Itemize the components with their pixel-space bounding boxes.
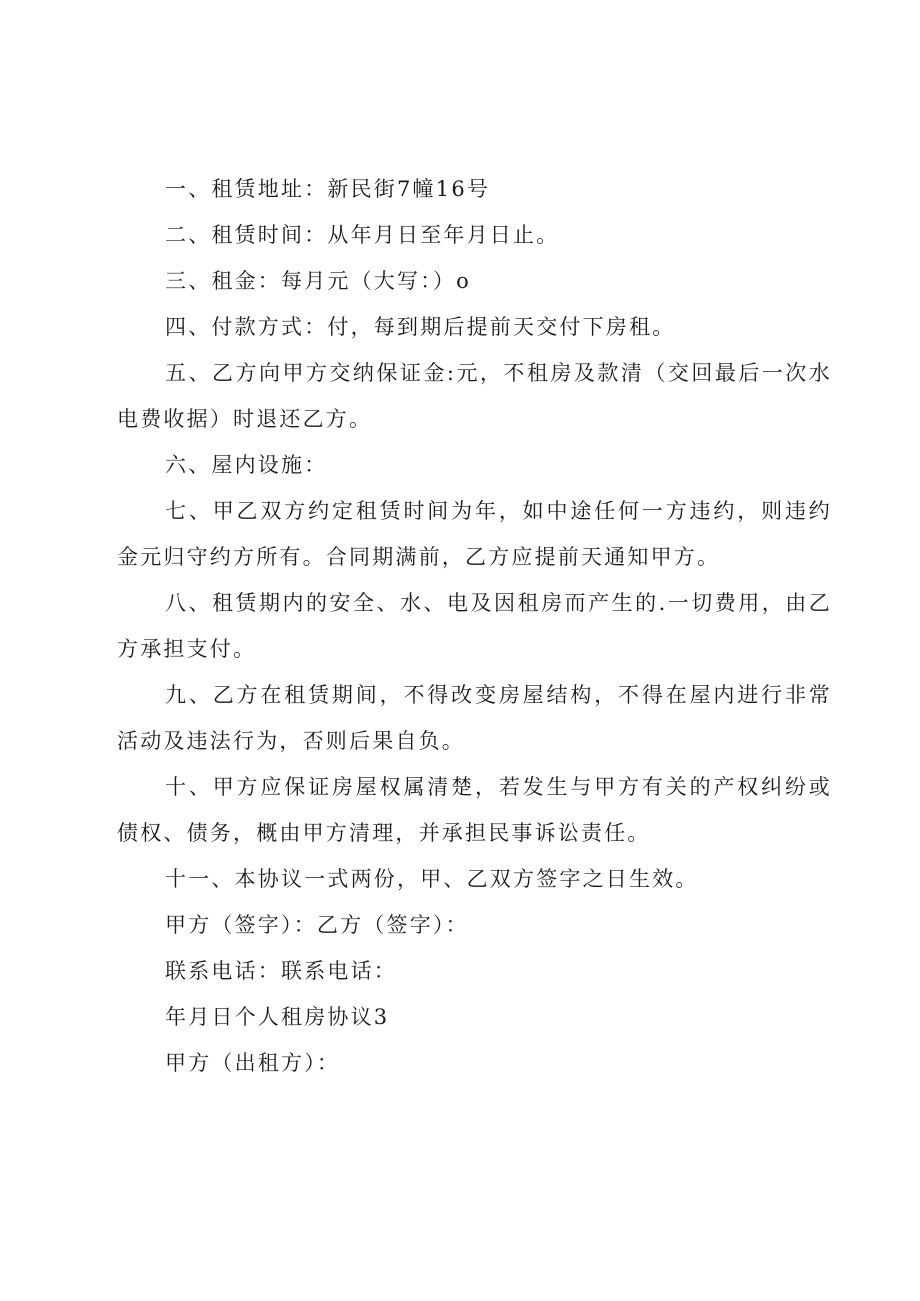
clause-deposit: 五、乙方向甲方交纳保证金:元，不租房及款清（交回最后一次水电费收据）时退还乙方。 xyxy=(117,361,832,431)
clause-effect: 十一、本协议一式两份，甲、乙双方签字之日生效。 xyxy=(165,867,699,891)
clause-payment-method: 四、付款方式：付，每到期后提前天交付下房租。 xyxy=(165,315,676,339)
document-body xyxy=(117,166,832,1086)
clause-ownership: 十、甲方应保证房屋权属清楚，若发生与甲方有关的产权纠纷或债权、债务，概由甲方清理，并承担民事诉讼责任。 xyxy=(117,775,832,845)
signature-line: 甲方（签字）：乙方（签字）： xyxy=(165,913,469,937)
clause-rental-period: 二、租赁时间：从年月日至年月日止。 xyxy=(165,223,560,247)
clause-rental-address: 一、租赁地址：新民街7幢16号 xyxy=(165,177,491,201)
phone-line: 联系电话：联系电话： xyxy=(165,959,397,983)
date-title-line: 年月日个人租房协议3 xyxy=(165,1005,390,1029)
clause-expenses: 八、租赁期内的安全、水、电及因租房而产生的.一切费用，由乙方承担支付。 xyxy=(117,591,832,661)
clause-rent: 三、租金：每月元（大写：）o xyxy=(165,269,471,293)
clause-structure: 九、乙方在租赁期间，不得改变房屋结构，不得在屋内进行非常活动及违法行为，否则后果自负。 xyxy=(117,683,832,753)
party-a-line: 甲方（出租方）： xyxy=(165,1051,341,1075)
clause-facilities: 六、屋内设施： xyxy=(165,453,328,477)
clause-breach: 七、甲乙双方约定租赁时间为年，如中途任何一方违约，则违约金元归守约方所有。合同期满前，乙方应提前天通知甲方。 xyxy=(117,499,832,569)
